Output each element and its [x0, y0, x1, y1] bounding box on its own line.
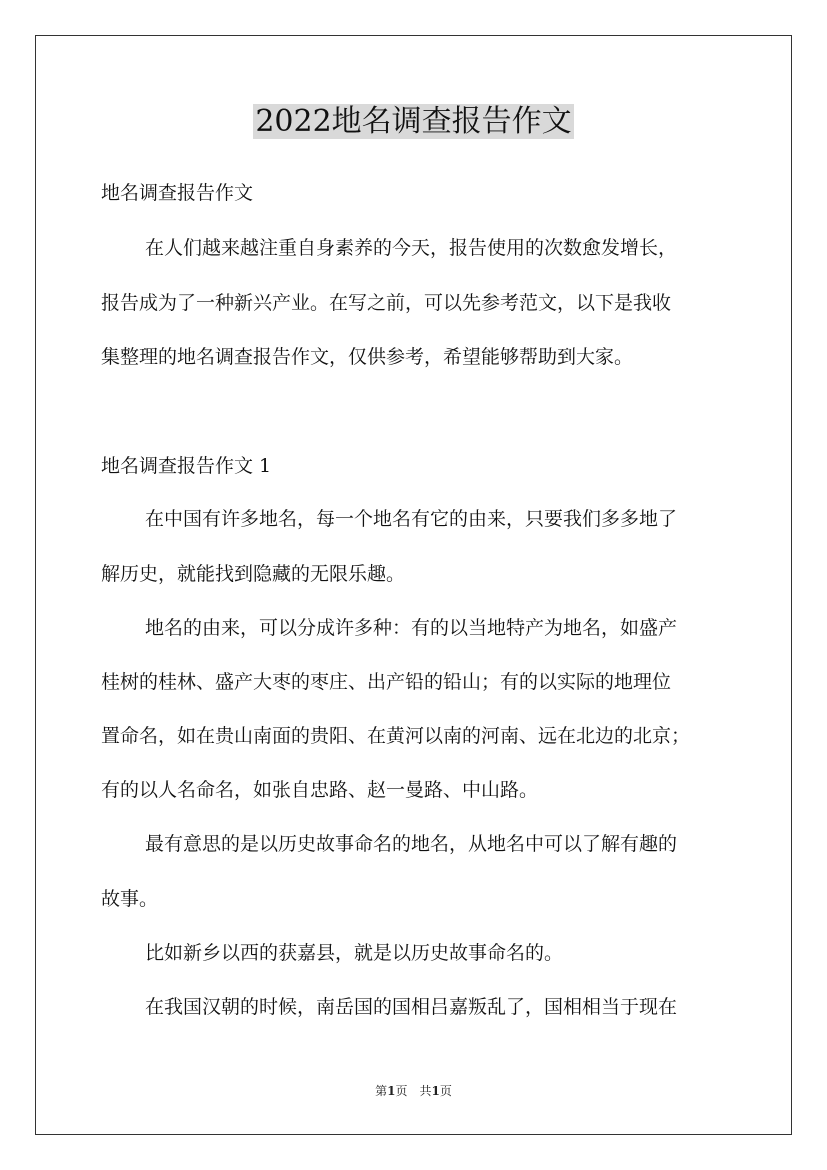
- footer-prefix: 第: [375, 1084, 388, 1098]
- document-title: [0, 100, 827, 144]
- intro-line: 在人们越来越注重自身素养的今天，报告使用的次数愈发增长，: [145, 237, 678, 259]
- body-line: 桂树的桂林、盛产大枣的枣庄、出产铅的铅山；有的以实际的地理位: [101, 671, 672, 693]
- document-subtitle: 地名调查报告作文: [101, 182, 254, 204]
- document-title-text: 2022地名调查报告作文: [255, 104, 572, 139]
- intro-line: 报告成为了一种新兴产业。在写之前，可以先参考范文，以下是我收: [101, 292, 672, 314]
- page-number: 1: [387, 1084, 396, 1098]
- footer-suffix: 页: [439, 1084, 452, 1098]
- body-line: 解历史，就能找到隐藏的无限乐趣。: [101, 563, 406, 585]
- body-line: 在中国有许多地名，每一个地名有它的由来，只要我们多多地了: [145, 508, 678, 530]
- body-line: 最有意思的是以历史故事命名的地名，从地名中可以了解有趣的: [145, 833, 678, 855]
- intro-line: 集整理的地名调查报告作文，仅供参考，希望能够帮助到大家。: [101, 346, 634, 368]
- section-heading: 地名调查报告作文 1: [101, 455, 272, 477]
- body-line: 故事。: [101, 888, 159, 910]
- body-line: 在我国汉朝的时候，南岳国的国相吕嘉叛乱了，国相相当于现在: [145, 996, 678, 1018]
- page-footer: [0, 1082, 827, 1100]
- body-line: 置命名，如在贵山南面的贵阳、在黄河以南的河南、远在北边的北京；: [101, 725, 691, 747]
- body-line: 地名的由来，可以分成许多种：有的以当地特产为地名，如盛产: [145, 617, 678, 639]
- body-line: 有的以人名命名，如张自忠路、赵一曼路、中山路。: [101, 779, 539, 801]
- total-pages: 1: [431, 1084, 440, 1098]
- footer-mid: 页 共: [395, 1084, 432, 1098]
- body-line: 比如新乡以西的获嘉县，就是以历史故事命名的。: [145, 942, 564, 964]
